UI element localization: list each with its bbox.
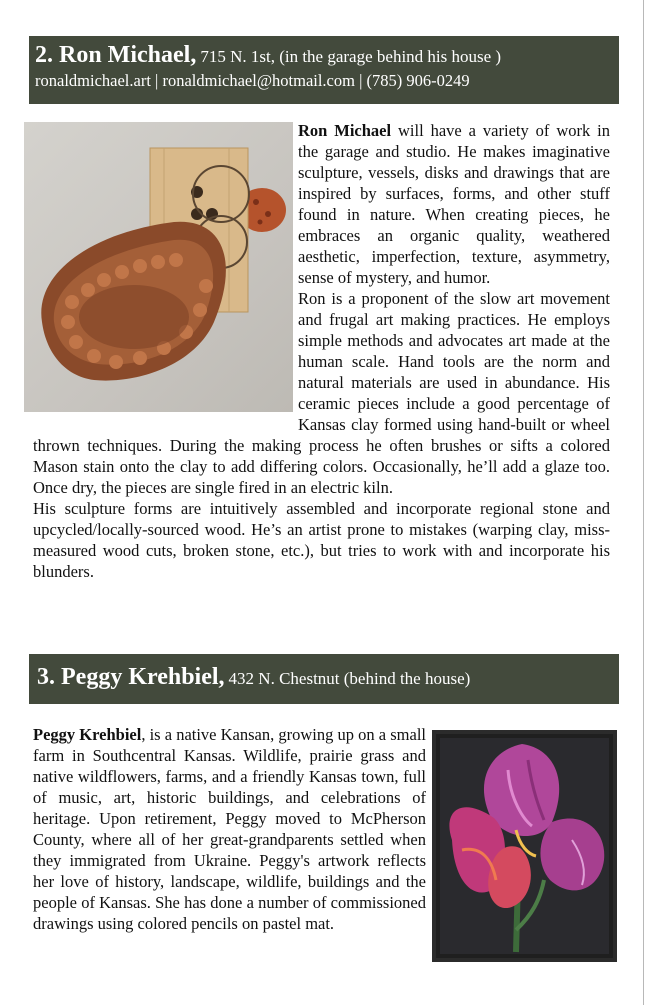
artist-address: 715 N. 1st, (in the garage behind his house ): [200, 47, 502, 66]
photo-float-spacer: [33, 120, 298, 417]
ron-paragraph-1-text: will have a variety of work in the garage and studio. He makes imaginative sculpture, vessels, disks and drawings that are inspired by surfaces, forms, and other stuff found in nature. When creating pieces, he embraces an organic quality, weathered aesthetic, imperfection, texture, asymmetry, sense of mystery, and humor.: [298, 121, 610, 287]
artist-name: 3. Peggy Krehbiel,: [37, 664, 225, 690]
peggy-paragraph-1-text: , is a native Kansan, growing up on a small farm in Southcentral Kansas. Wildlife, prairie grass and native wildflowers, farms, and a friendly Kansas town, full of music, art, historic buildings, and celebrations of heritage. Upon retirement, Peggy moved to McPherson County, where all of her great-grandparents settled when they immigrated from Ukraine. Peggy's artwork reflects her love of history, landscape, wildlife, buildings and the people of Kansas. She has done a number of commissioned drawings using colored pencils on pastel mat.: [33, 725, 426, 933]
banner-title-line: [35, 42, 619, 69]
peggy-krehbiel-description: [33, 724, 426, 934]
peggy-name-bold: Peggy Krehbiel: [33, 725, 142, 744]
ron-michael-description: [33, 120, 610, 582]
iris-drawing-photo: [432, 730, 617, 962]
artist-banner-peggy-krehbiel: [29, 654, 619, 704]
artist-contact: ronaldmichael.art | ronaldmichael@hotmail.com | (785) 906-0249: [35, 71, 470, 90]
artist-name: 2. Ron Michael,: [35, 42, 197, 68]
artist-banner-ron-michael: [29, 36, 619, 104]
ron-paragraph-3: His sculpture forms are intuitively assembled and incorporate regional stone and upcycled/locally-sourced wood. He’s an artist prone to mistakes (warping clay, miss-measured wood cuts, broken stone, etc.), but tries to work with and incorporate his blunders.: [33, 499, 610, 581]
page-edge-rule: [643, 0, 644, 1005]
ron-paragraph-2: Ron is a proponent of the slow art movement and frugal art making practices. He employs simple methods and advocates art made at the human scale. Hand tools are the norm and natural materials are used in abundance. His ceramic pieces include a good percentage of Kansas clay formed using hand-built or wheel thrown techniques. During the making process he often brushes or sifts a colored Mason stain onto the clay to add differing colors. Occasionally, he’ll add a glaze too. Once dry, the pieces are single fired in an electric kiln.: [33, 289, 610, 497]
ron-name-bold: Ron Michael: [298, 121, 392, 140]
peggy-paragraph-1: [33, 724, 426, 934]
artist-address: 432 N. Chestnut (behind the house): [228, 669, 471, 688]
